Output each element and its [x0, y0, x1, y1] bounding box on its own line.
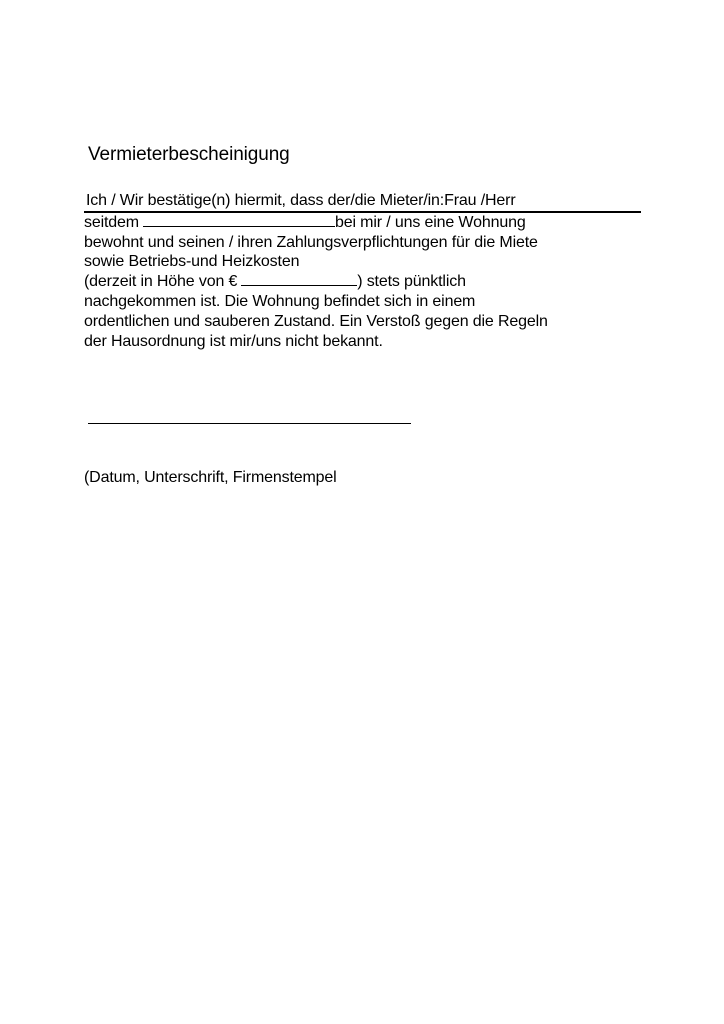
- amount-line: [84, 272, 644, 292]
- condition-line-3: der Hausordnung ist mir/uns nicht bekannt.: [84, 332, 383, 350]
- since-label: seitdem: [84, 213, 139, 231]
- amount-line-suffix: ) stets pünktlich: [357, 273, 466, 291]
- signature-line[interactable]: [88, 423, 411, 424]
- condition-line-1: nachgekommen ist. Die Wohnung befindet sich in einem: [84, 292, 476, 310]
- since-line: [84, 213, 644, 233]
- tenant-line: [84, 191, 641, 213]
- amount-blank[interactable]: [241, 272, 357, 286]
- amount-label: (derzeit in Höhe von €: [84, 273, 238, 291]
- since-line-suffix: bei mir / uns eine Wohnung: [334, 213, 526, 231]
- certificate-paragraph: [84, 191, 644, 351]
- payment-line: bewohnt und seinen / ihren Zahlungsverpflichtungen für die Miete: [84, 233, 538, 251]
- tenant-line-text: Ich / Wir bestätige(n) hiermit, dass der/die Mieter/in:Frau /Herr: [86, 192, 516, 209]
- costs-line: sowie Betriebs-und Heizkosten: [84, 253, 300, 271]
- signature-caption: (Datum, Unterschrift, Firmenstempel: [84, 469, 337, 486]
- document-title: Vermieterbescheinigung: [88, 144, 290, 165]
- condition-line-2: ordentlichen und sauberen Zustand. Ein Verstoß gegen die Regeln: [84, 312, 548, 330]
- since-date-blank[interactable]: [143, 213, 335, 227]
